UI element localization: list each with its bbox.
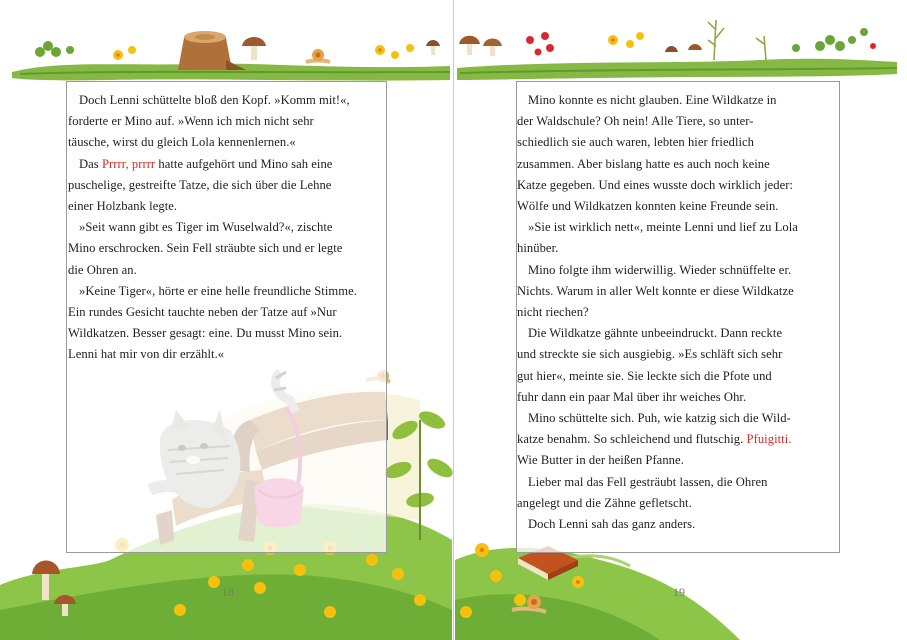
text-line: Doch Lenni schüttelte bloß den Kopf. »Komm mit!«, [79, 93, 350, 107]
text-line: puschelige, gestreifte Tatze, die sich über die Lehne [68, 177, 332, 192]
left-page-number: 18 [222, 585, 234, 599]
text-line: gut hier«, meinte sie. Sie leckte sich die Pfote und [517, 368, 772, 383]
text-line: nicht riechen? [517, 305, 589, 320]
text-line: Mino folgte ihm widerwillig. Wieder schnüffelte er. [528, 262, 792, 277]
right-page-number: 19 [673, 585, 685, 599]
text-line: Mino konnte es nicht glauben. Eine Wildkatze in [528, 93, 777, 107]
text-line: Wie Butter in der heißen Pfanne. [517, 453, 684, 468]
emphasis-red-text: Pfuigitti. [746, 432, 792, 447]
text-line: »Seit wann gibt es Tiger im Wuselwald?«, zischte [79, 220, 333, 235]
text-line: »Keine Tiger«, hörte er eine helle freundliche Stimme. [79, 283, 357, 298]
text-line: Doch Lenni sah das ganz anders. [528, 517, 696, 532]
text-line: einer Holzbank legte. [68, 199, 178, 214]
line-text: katze benahm. So schleichend und flutschig. [517, 432, 747, 447]
top-grass-border [12, 59, 897, 81]
page-gutter [453, 0, 454, 640]
text-line: täusche, wirst du gleich Lola kennenlernen.« [68, 135, 296, 150]
text-line: Wölfe und Wildkatzen konnten keine Freunde sein. [517, 199, 779, 214]
text-line: Wildkatzen. Besser gesagt: eine. Du musst Mino sein. [68, 326, 343, 341]
text-line [68, 154, 386, 175]
text-line: angelegt und die Zähne gefletscht. [517, 495, 692, 510]
line-text: Das [79, 156, 102, 171]
paragraph [517, 408, 839, 472]
text-line: Ein rundes Gesicht tauchte neben der Tatze auf »Nur [68, 305, 337, 320]
text-line: der Waldschule? Oh nein! Alle Tiere, so unter- [517, 114, 754, 129]
text-line: »Sie ist wirklich nett«, meinte Lenni und lief zu Lola [528, 220, 798, 235]
paragraph [517, 90, 839, 217]
paragraph [67, 281, 386, 366]
right-page-text [516, 81, 840, 553]
paragraph [517, 514, 839, 535]
paragraph [517, 323, 839, 408]
text-line: hinüber. [517, 241, 559, 256]
sapling-icon [708, 20, 766, 60]
text-line: Die Wildkatze gähnte unbeeindruckt. Dann reckte [528, 326, 783, 341]
text-line: Lenni hat mir von dir erzählt.« [68, 347, 225, 362]
text-line: schiedlich sie auch waren, lebten hier friedlich [517, 135, 755, 150]
text-line: zusammen. Aber bislang hatte es auch noch keine [517, 156, 770, 171]
paragraph [67, 90, 386, 154]
text-line: die Ohren an. [68, 262, 137, 277]
text-line: Lieber mal das Fell gesträubt lassen, die Ohren [528, 474, 768, 489]
text-line: und streckte sie sich ausgiebig. »Es schläft sich sehr [517, 347, 783, 362]
text-line: Mino schüttelte sich. Puh, wie katzig sich die Wild- [528, 411, 791, 426]
paragraph [517, 260, 839, 324]
left-page-text [66, 81, 387, 553]
text-line: Mino erschrocken. Sein Fell sträubte sich und er legte [68, 241, 343, 256]
text-line: fuhr dann ein paar Mal über ihr weiches Ohr. [517, 389, 747, 404]
emphasis-red-text: Prrrr, prrrr [101, 156, 156, 171]
paragraph [67, 154, 386, 218]
text-line: forderte er Mino auf. »Wenn ich mich nicht sehr [68, 114, 314, 129]
paragraph [517, 472, 839, 514]
paragraph [517, 217, 839, 259]
mushroom-icon [242, 36, 702, 60]
snail-icon [306, 49, 330, 62]
text-line: Nichts. Warum in aller Welt konnte er diese Wildkatze [517, 283, 794, 298]
text-line: Katze gegeben. Und eines wusste doch wirklich jeder: [517, 177, 794, 192]
strawberry-icon [526, 32, 554, 56]
line-text: hatte aufgehört und Mino sah eine [155, 156, 333, 171]
text-line [517, 429, 839, 450]
paragraph [67, 217, 386, 281]
